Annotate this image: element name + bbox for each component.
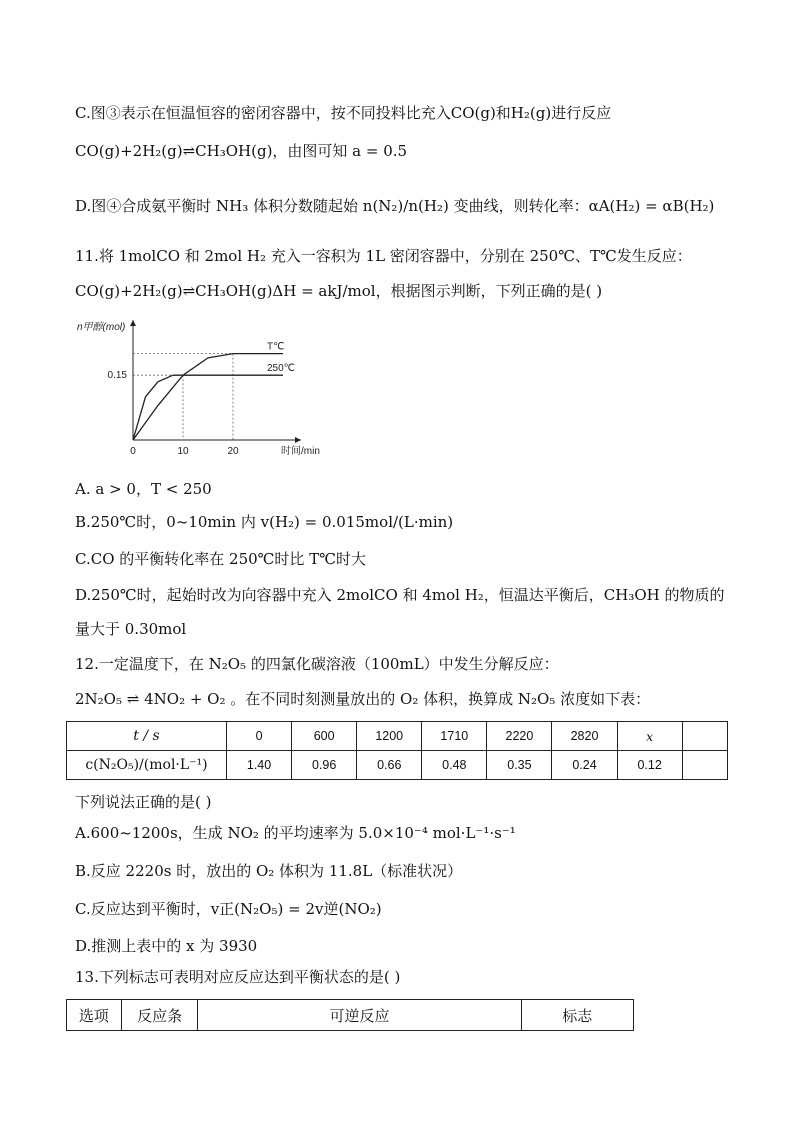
table-cell: x — [617, 722, 682, 751]
x-tick-label: 10 — [177, 446, 189, 457]
table-cell: 1200 — [357, 722, 422, 751]
option-d-q11-line1: D.250℃时，起始时改为向容器中充入 2molCO 和 4mol H₂，恒温达平衡后，CH₃OH 的物质的 — [75, 586, 725, 604]
option-d-q12: D.推测上表中的 x 为 3930 — [75, 937, 258, 955]
option-c-q12: C.反应达到平衡时，v正(N₂O₅) = 2v逆(NO₂) — [75, 900, 382, 918]
x-axis-arrow — [295, 437, 301, 443]
series-line-0 — [133, 354, 283, 440]
table-cell: 0.24 — [552, 751, 617, 780]
question-11-stem: 11.将 1molCO 和 2mol H₂ 充入一容积为 1L 密闭容器中，分别在 250℃、T℃发生反应： — [75, 247, 692, 265]
series-label: 250℃ — [267, 363, 295, 375]
table-cell: 0.35 — [487, 751, 552, 780]
table-cell: 0.48 — [422, 751, 487, 780]
question-12-stem: 12.一定温度下，在 N₂O₅ 的四氯化碳溶液（100mL）中发生分解反应： — [75, 655, 559, 673]
question-13-stem: 13.下列标志可表明对应反应达到平衡状态的是( ) — [75, 968, 401, 986]
option-c-q11: C.CO 的平衡转化率在 250℃时比 T℃时大 — [75, 550, 366, 568]
y-tick-label: 0.15 — [107, 370, 127, 382]
x-tick-label: 20 — [227, 446, 239, 457]
table-row — [67, 751, 728, 780]
option-b-q11: B.250℃时，0~10min 内 v(H₂) = 0.015mol/(L·min) — [75, 513, 454, 531]
question-12-reaction: 2N₂O₅ ⇌ 4NO₂ + O₂ 。在不同时刻测量放出的 O₂ 体积，换算成 N₂O₅ 浓度如下表： — [75, 690, 651, 708]
table-header-cell: 选项 — [67, 1000, 122, 1031]
option-c-q10-line2: CO(g)+2H₂(g)⇌CH₃OH(g)，由图可知 a = 0.5 — [75, 142, 408, 160]
y-axis-arrow — [130, 320, 136, 326]
option-b-q12: B.反应 2220s 时，放出的 O₂ 体积为 11.8L（标准状况） — [75, 862, 463, 880]
option-d-q10: D.图④合成氨平衡时 NH₃ 体积分数随起始 n(N₂)/n(H₂) 变曲线，则转化率：αA(H₂) = αB(H₂) — [75, 197, 715, 215]
table-cell-label: c(N₂O₅)/(mol·L⁻¹) — [67, 751, 227, 780]
table-cell-label: t / s — [67, 722, 227, 751]
option-c-q10-line1: C.图③表示在恒温恒容的密闭容器中，按不同投料比充入CO(g)和H₂(g)进行反应 — [75, 104, 612, 122]
table-cell: 0 — [227, 722, 292, 751]
concentration-table — [66, 721, 728, 780]
table-cell: 600 — [292, 722, 357, 751]
table-header-cell: 标志 — [521, 1000, 633, 1031]
table-row — [67, 722, 728, 751]
methanol-chart — [75, 318, 320, 466]
question-13-table — [66, 999, 634, 1031]
option-a-q12: A.600~1200s，生成 NO₂ 的平均速率为 5.0×10⁻⁴ mol·L⁻¹·s⁻¹ — [75, 824, 516, 842]
table-cell: 0.66 — [357, 751, 422, 780]
table-cell: 0.96 — [292, 751, 357, 780]
table-cell — [682, 751, 727, 780]
table-cell — [682, 722, 727, 751]
table-cell: 1710 — [422, 722, 487, 751]
question-11-reaction: CO(g)+2H₂(g)⇌CH₃OH(g)ΔH = akJ/mol，根据图示判断，下列正确的是( ) — [75, 282, 603, 300]
table-cell: 1.40 — [227, 751, 292, 780]
y-axis-label: n甲醇(mol) — [77, 322, 126, 333]
question-12-prompt: 下列说法正确的是( ) — [75, 793, 212, 811]
series-line-1 — [133, 375, 283, 440]
x-axis-label: 时间/min — [281, 446, 320, 457]
option-d-q11-line2: 量大于 0.30mol — [75, 620, 187, 638]
series-label: T℃ — [267, 341, 285, 353]
table-cell: 2820 — [552, 722, 617, 751]
table-cell: 0.12 — [617, 751, 682, 780]
table-header-cell: 反应条 — [121, 1000, 198, 1031]
table-header-cell: 可逆反应 — [198, 1000, 521, 1031]
table-cell: 2220 — [487, 722, 552, 751]
table-row — [67, 1000, 634, 1031]
option-a-q11: A. a > 0，T < 250 — [75, 480, 212, 498]
x-tick-label: 0 — [130, 446, 136, 457]
